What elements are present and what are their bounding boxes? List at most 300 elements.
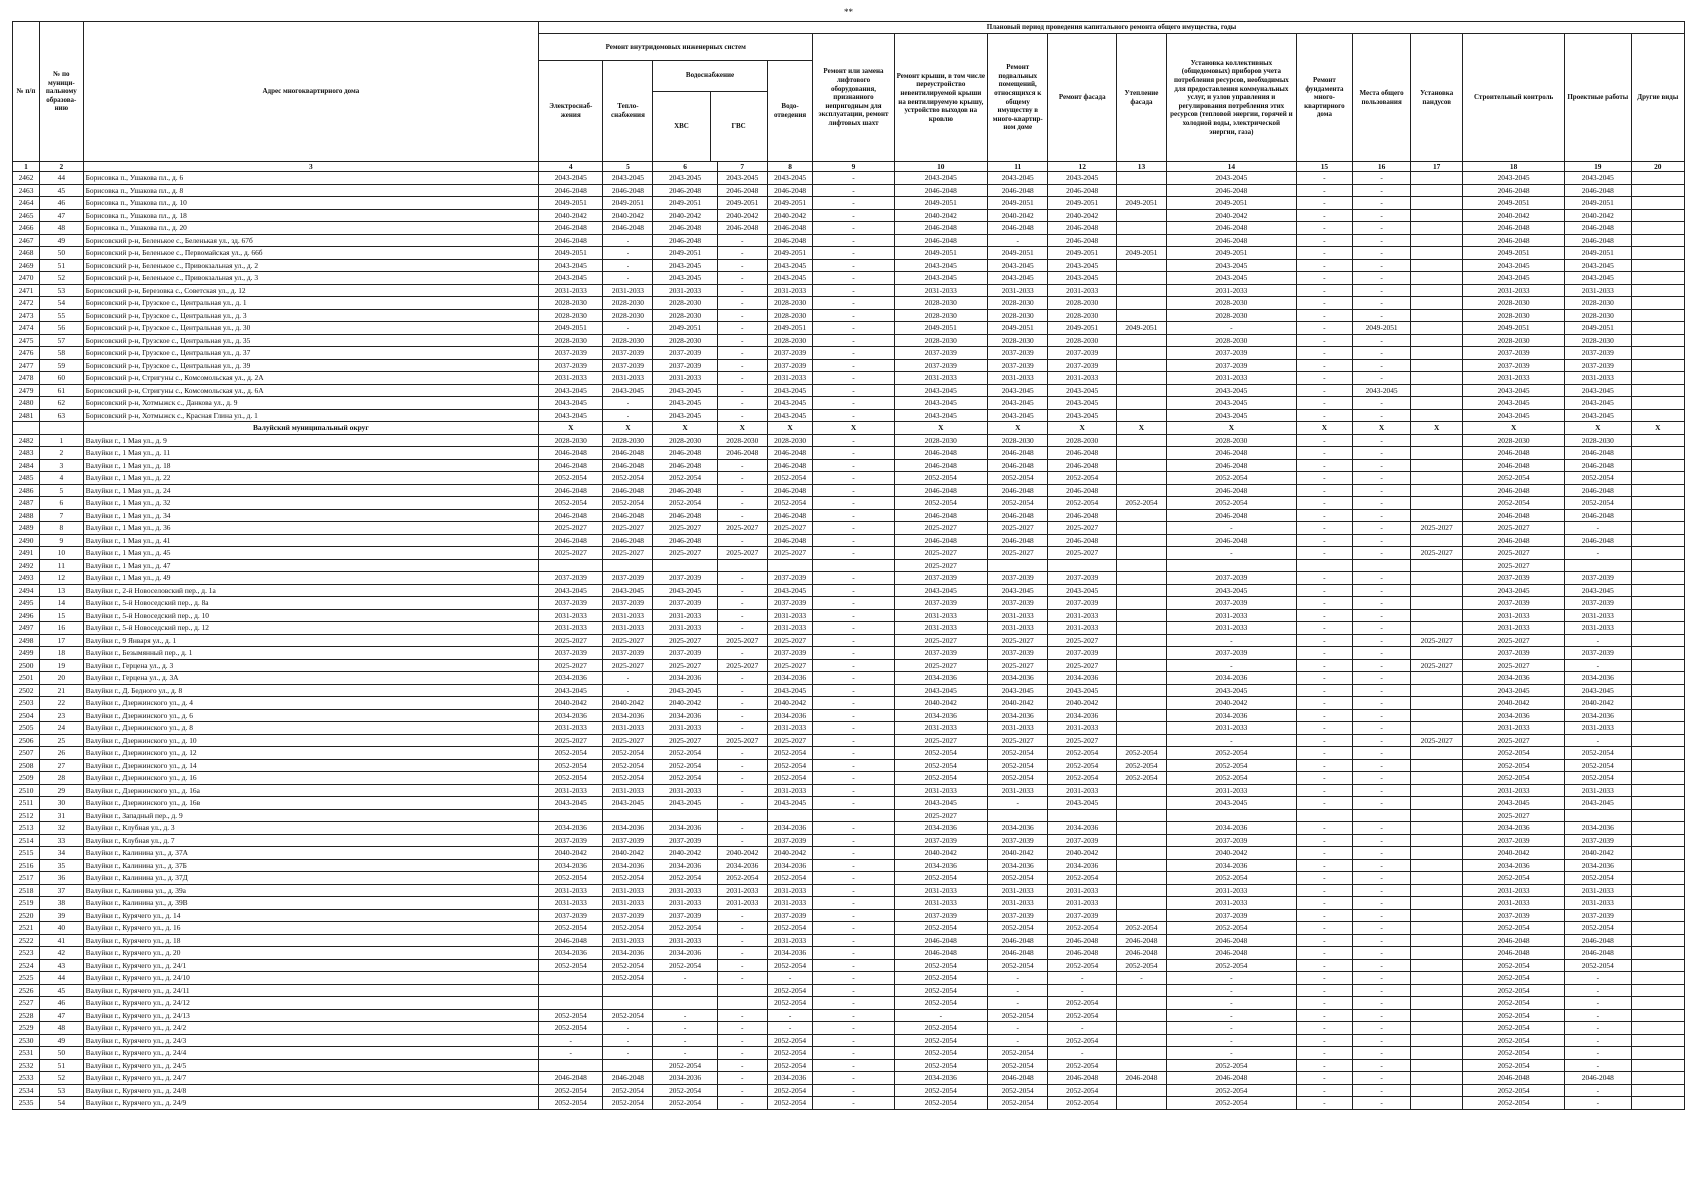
header-insulation: Утепление фасада bbox=[1117, 34, 1167, 162]
period-cell: - bbox=[813, 397, 894, 410]
period-cell: - bbox=[1296, 659, 1352, 672]
period-cell: - bbox=[813, 534, 894, 547]
table-row bbox=[13, 334, 1685, 347]
period-cell bbox=[1631, 847, 1684, 860]
row-index: 2503 bbox=[13, 697, 40, 710]
period-cell: - bbox=[1352, 472, 1410, 485]
period-cell: - bbox=[1565, 734, 1632, 747]
row-number: 26 bbox=[40, 747, 84, 760]
column-number: 17 bbox=[1411, 162, 1463, 172]
period-cell: - bbox=[813, 472, 894, 485]
row-index: 2495 bbox=[13, 597, 40, 610]
period-cell: 2052-2054 bbox=[1117, 959, 1167, 972]
column-number: 9 bbox=[813, 162, 894, 172]
section-mark: X bbox=[539, 422, 603, 435]
row-index: 2533 bbox=[13, 1072, 40, 1085]
period-cell: - bbox=[1352, 1009, 1410, 1022]
period-cell: 2052-2054 bbox=[988, 1084, 1048, 1097]
period-cell: 2034-2036 bbox=[1565, 709, 1632, 722]
column-number: 19 bbox=[1565, 162, 1632, 172]
row-index: 2506 bbox=[13, 734, 40, 747]
period-cell bbox=[1117, 722, 1167, 735]
period-cell: - bbox=[813, 547, 894, 560]
period-cell: - bbox=[1352, 584, 1410, 597]
period-cell bbox=[539, 809, 603, 822]
period-cell: - bbox=[813, 759, 894, 772]
period-cell: 2046-2048 bbox=[1463, 947, 1565, 960]
period-cell: - bbox=[813, 297, 894, 310]
row-address: Валуйки г., Курячего ул., д. 24/12 bbox=[83, 997, 538, 1010]
period-cell: 2034-2036 bbox=[1463, 672, 1565, 685]
period-cell: 2046-2048 bbox=[1463, 934, 1565, 947]
period-cell: 2034-2036 bbox=[988, 672, 1048, 685]
period-cell: 2052-2054 bbox=[767, 772, 813, 785]
period-cell: 2052-2054 bbox=[1048, 772, 1117, 785]
row-address: Валуйки г., 1 Мая ул., д. 9 bbox=[83, 434, 538, 447]
period-cell: 2052-2054 bbox=[1048, 1034, 1117, 1047]
period-cell bbox=[1631, 722, 1684, 735]
water-subheader bbox=[653, 61, 766, 161]
period-cell: - bbox=[1296, 509, 1352, 522]
period-cell bbox=[1631, 1072, 1684, 1085]
period-cell: 2031-2033 bbox=[767, 622, 813, 635]
row-index: 2532 bbox=[13, 1059, 40, 1072]
period-cell: 2052-2054 bbox=[1048, 1097, 1117, 1110]
period-cell: 2028-2030 bbox=[894, 334, 988, 347]
period-cell: - bbox=[1296, 672, 1352, 685]
period-cell: - bbox=[813, 784, 894, 797]
period-cell: 2040-2042 bbox=[1166, 697, 1296, 710]
row-address: Валуйки г., Дзержинского ул., д. 12 bbox=[83, 747, 538, 760]
period-cell: 2043-2045 bbox=[603, 797, 653, 810]
period-cell: - bbox=[1296, 434, 1352, 447]
period-cell: - bbox=[1296, 534, 1352, 547]
period-cell: 2037-2039 bbox=[1463, 834, 1565, 847]
period-cell bbox=[1411, 947, 1463, 960]
period-cell bbox=[1411, 297, 1463, 310]
row-index: 2473 bbox=[13, 309, 40, 322]
period-cell bbox=[1117, 809, 1167, 822]
period-cell: 2034-2036 bbox=[1565, 822, 1632, 835]
period-cell: - bbox=[1296, 684, 1352, 697]
period-cell: 2037-2039 bbox=[1565, 359, 1632, 372]
period-cell bbox=[1048, 559, 1117, 572]
period-cell: 2031-2033 bbox=[1166, 609, 1296, 622]
period-cell: 2046-2048 bbox=[603, 459, 653, 472]
period-cell: 2028-2030 bbox=[653, 334, 717, 347]
period-cell: 2034-2036 bbox=[603, 822, 653, 835]
period-cell: 2040-2042 bbox=[539, 697, 603, 710]
period-cell: 2034-2036 bbox=[767, 822, 813, 835]
period-cell: 2028-2030 bbox=[767, 334, 813, 347]
period-cell bbox=[1411, 372, 1463, 385]
period-cell: 2043-2045 bbox=[1463, 397, 1565, 410]
period-cell bbox=[1117, 409, 1167, 422]
period-cell: - bbox=[813, 497, 894, 510]
period-cell: 2043-2045 bbox=[1565, 409, 1632, 422]
period-cell: 2052-2054 bbox=[603, 472, 653, 485]
row-index: 2494 bbox=[13, 584, 40, 597]
period-cell bbox=[1117, 1022, 1167, 1035]
period-cell: 2052-2054 bbox=[988, 872, 1048, 885]
period-cell: 2025-2027 bbox=[1048, 522, 1117, 535]
period-cell: 2031-2033 bbox=[1463, 622, 1565, 635]
period-cell: 2043-2045 bbox=[1463, 272, 1565, 285]
period-cell: 2052-2054 bbox=[1166, 747, 1296, 760]
period-cell: 2031-2033 bbox=[539, 622, 603, 635]
period-cell: - bbox=[813, 959, 894, 972]
period-cell: - bbox=[1352, 447, 1410, 460]
period-cell: 2034-2036 bbox=[603, 859, 653, 872]
period-cell: - bbox=[717, 247, 767, 260]
period-cell: 2052-2054 bbox=[539, 922, 603, 935]
period-cell: 2046-2048 bbox=[539, 184, 603, 197]
period-cell: 2031-2033 bbox=[539, 897, 603, 910]
period-cell bbox=[813, 559, 894, 572]
period-cell: - bbox=[1296, 297, 1352, 310]
period-cell bbox=[1296, 559, 1352, 572]
period-cell bbox=[1411, 722, 1463, 735]
period-cell: - bbox=[717, 309, 767, 322]
row-address: Борисовский р-н, Стригуны с., Комсомольская ул., д. 6А bbox=[83, 384, 538, 397]
period-cell: 2031-2033 bbox=[603, 722, 653, 735]
header-roof: Ремонт крыши, в том числе переустройство невентилируемой крыши на вентилируемую крышу, устройство выходов на кровлю bbox=[894, 34, 988, 162]
period-cell: 2046-2048 bbox=[603, 184, 653, 197]
period-cell: - bbox=[813, 884, 894, 897]
period-cell bbox=[1565, 559, 1632, 572]
period-cell: - bbox=[1352, 1072, 1410, 1085]
row-number: 16 bbox=[40, 622, 84, 635]
period-cell: 2046-2048 bbox=[603, 222, 653, 235]
period-cell bbox=[1411, 1084, 1463, 1097]
table-row bbox=[13, 484, 1685, 497]
period-cell: - bbox=[1296, 484, 1352, 497]
period-cell: - bbox=[717, 384, 767, 397]
period-cell: - bbox=[813, 1059, 894, 1072]
row-number: 31 bbox=[40, 809, 84, 822]
period-cell: - bbox=[1296, 459, 1352, 472]
period-cell: 2040-2042 bbox=[603, 697, 653, 710]
period-cell bbox=[1117, 447, 1167, 460]
period-cell: 2043-2045 bbox=[894, 584, 988, 597]
period-cell: - bbox=[1166, 522, 1296, 535]
period-cell bbox=[1631, 547, 1684, 560]
row-index: 2513 bbox=[13, 822, 40, 835]
period-cell: 2046-2048 bbox=[1166, 534, 1296, 547]
period-cell bbox=[1631, 222, 1684, 235]
period-cell: 2043-2045 bbox=[767, 584, 813, 597]
period-cell bbox=[1411, 884, 1463, 897]
period-cell: 2052-2054 bbox=[1166, 1097, 1296, 1110]
row-address: Валуйки г., Клубная ул., д. 7 bbox=[83, 834, 538, 847]
period-cell bbox=[1631, 509, 1684, 522]
period-cell: 2049-2051 bbox=[767, 247, 813, 260]
period-cell: - bbox=[813, 1034, 894, 1047]
period-cell: 2049-2051 bbox=[1117, 197, 1167, 210]
period-cell: - bbox=[1296, 372, 1352, 385]
row-index: 2498 bbox=[13, 634, 40, 647]
period-cell: - bbox=[1565, 1059, 1632, 1072]
period-cell: 2046-2048 bbox=[539, 222, 603, 235]
section-mark: X bbox=[1631, 422, 1684, 435]
period-cell: 2043-2045 bbox=[1166, 797, 1296, 810]
row-number: 48 bbox=[40, 1022, 84, 1035]
section-mark: X bbox=[1296, 422, 1352, 435]
period-cell: 2049-2051 bbox=[1048, 247, 1117, 260]
table-row bbox=[13, 722, 1685, 735]
row-address: Валуйки г., 1 Мая ул., д. 24 bbox=[83, 484, 538, 497]
period-cell: 2043-2045 bbox=[539, 397, 603, 410]
period-cell: 2052-2054 bbox=[1117, 922, 1167, 935]
period-cell: 2037-2039 bbox=[1166, 359, 1296, 372]
period-cell: 2025-2027 bbox=[767, 634, 813, 647]
period-cell bbox=[1117, 609, 1167, 622]
period-cell: - bbox=[1296, 234, 1352, 247]
row-address: Валуйки г., Д. Бедного ул., д. 8 bbox=[83, 684, 538, 697]
period-cell: 2028-2030 bbox=[1048, 297, 1117, 310]
period-cell: - bbox=[717, 397, 767, 410]
period-cell: 2034-2036 bbox=[988, 822, 1048, 835]
period-cell: 2052-2054 bbox=[717, 872, 767, 885]
period-cell: - bbox=[1296, 847, 1352, 860]
period-cell: 2031-2033 bbox=[1565, 722, 1632, 735]
section-mark: X bbox=[1565, 422, 1632, 435]
table-row bbox=[13, 247, 1685, 260]
period-cell: 2046-2048 bbox=[539, 234, 603, 247]
row-address: Валуйки г., 5-й Новоседский пер., д. 12 bbox=[83, 622, 538, 635]
period-cell bbox=[1117, 347, 1167, 360]
period-cell: 2049-2051 bbox=[1117, 322, 1167, 335]
period-cell: - bbox=[1352, 634, 1410, 647]
period-cell bbox=[1411, 859, 1463, 872]
period-cell: 2046-2048 bbox=[1048, 509, 1117, 522]
table-row bbox=[13, 697, 1685, 710]
period-cell: 2052-2054 bbox=[1166, 497, 1296, 510]
period-cell: - bbox=[1352, 834, 1410, 847]
period-cell: 2049-2051 bbox=[1048, 322, 1117, 335]
period-cell: 2031-2033 bbox=[1463, 372, 1565, 385]
table-row bbox=[13, 922, 1685, 935]
row-address: Валуйки г., Курячего ул., д. 24/8 bbox=[83, 1084, 538, 1097]
period-cell bbox=[1411, 397, 1463, 410]
period-cell: 2031-2033 bbox=[894, 884, 988, 897]
period-cell: 2037-2039 bbox=[894, 597, 988, 610]
period-cell: 2052-2054 bbox=[1048, 997, 1117, 1010]
period-cell bbox=[1631, 322, 1684, 335]
period-cell: 2040-2042 bbox=[653, 697, 717, 710]
period-cell: 2043-2045 bbox=[894, 172, 988, 185]
row-index: 2530 bbox=[13, 1034, 40, 1047]
period-cell: 2043-2045 bbox=[653, 684, 717, 697]
period-cell: - bbox=[1352, 697, 1410, 710]
period-cell: 2025-2027 bbox=[1463, 659, 1565, 672]
period-cell: 2052-2054 bbox=[539, 1084, 603, 1097]
period-cell: 2046-2048 bbox=[1463, 509, 1565, 522]
row-number: 57 bbox=[40, 334, 84, 347]
period-cell bbox=[539, 1059, 603, 1072]
period-cell: 2046-2048 bbox=[603, 1072, 653, 1085]
period-cell: 2043-2045 bbox=[653, 272, 717, 285]
period-cell: - bbox=[1565, 522, 1632, 535]
period-cell: - bbox=[1296, 959, 1352, 972]
period-cell: 2040-2042 bbox=[1048, 847, 1117, 860]
period-cell: 2052-2054 bbox=[1048, 1084, 1117, 1097]
row-address: Валуйки г., 1 Мая ул., д. 36 bbox=[83, 522, 538, 535]
column-number-row bbox=[13, 162, 1685, 172]
period-cell bbox=[1411, 909, 1463, 922]
table-row bbox=[13, 172, 1685, 185]
header-group-main: Плановый период проведения капитального ремонта общего имущества, годы bbox=[539, 22, 1685, 34]
period-cell: - bbox=[988, 234, 1048, 247]
period-cell: 2049-2051 bbox=[1463, 247, 1565, 260]
period-cell: 2052-2054 bbox=[653, 872, 717, 885]
period-cell: - bbox=[1352, 484, 1410, 497]
period-cell: 2037-2039 bbox=[767, 359, 813, 372]
section-title: Валуйский муниципальный округ bbox=[83, 422, 538, 435]
period-cell: 2052-2054 bbox=[1166, 772, 1296, 785]
period-cell: 2040-2042 bbox=[717, 209, 767, 222]
period-cell: - bbox=[717, 497, 767, 510]
period-cell: 2028-2030 bbox=[539, 434, 603, 447]
row-number: 32 bbox=[40, 822, 84, 835]
period-cell: 2043-2045 bbox=[767, 397, 813, 410]
period-cell: - bbox=[988, 1034, 1048, 1047]
period-cell: 2028-2030 bbox=[1565, 309, 1632, 322]
period-cell: 2037-2039 bbox=[603, 572, 653, 585]
period-cell: 2025-2027 bbox=[539, 734, 603, 747]
period-cell: 2037-2039 bbox=[988, 347, 1048, 360]
period-cell: - bbox=[813, 609, 894, 622]
period-cell bbox=[603, 809, 653, 822]
period-cell: 2046-2048 bbox=[1117, 1072, 1167, 1085]
period-cell: - bbox=[1296, 309, 1352, 322]
period-cell: 2046-2048 bbox=[894, 934, 988, 947]
period-cell: 2043-2045 bbox=[1048, 684, 1117, 697]
period-cell bbox=[1631, 1022, 1684, 1035]
period-cell bbox=[1631, 934, 1684, 947]
period-cell: - bbox=[813, 434, 894, 447]
period-cell: - bbox=[717, 1072, 767, 1085]
period-cell: - bbox=[813, 1022, 894, 1035]
row-index: 2501 bbox=[13, 672, 40, 685]
period-cell: 2025-2027 bbox=[767, 522, 813, 535]
period-cell: - bbox=[717, 334, 767, 347]
row-address: Борисовский р-н, Беленькое с., Привокзальная ул., д. 3 bbox=[83, 272, 538, 285]
period-cell bbox=[1166, 559, 1296, 572]
period-cell: - bbox=[1352, 997, 1410, 1010]
period-cell: 2046-2048 bbox=[894, 459, 988, 472]
period-cell: 2031-2033 bbox=[1463, 784, 1565, 797]
period-cell bbox=[539, 972, 603, 985]
period-cell: 2043-2045 bbox=[1463, 797, 1565, 810]
period-cell: 2031-2033 bbox=[1048, 722, 1117, 735]
row-number: 50 bbox=[40, 1047, 84, 1060]
row-address: Валуйки г., Курячего ул., д. 24/2 bbox=[83, 1022, 538, 1035]
period-cell: 2046-2048 bbox=[653, 459, 717, 472]
period-cell: - bbox=[1296, 284, 1352, 297]
period-cell: - bbox=[1352, 372, 1410, 385]
period-cell: - bbox=[717, 722, 767, 735]
period-cell: - bbox=[1352, 909, 1410, 922]
row-number: 49 bbox=[40, 234, 84, 247]
row-address: Валуйки г., Калинина ул., д. 37Д bbox=[83, 872, 538, 885]
period-cell: 2046-2048 bbox=[1048, 447, 1117, 460]
row-index: 2523 bbox=[13, 947, 40, 960]
period-cell: - bbox=[1296, 1047, 1352, 1060]
period-cell: 2037-2039 bbox=[539, 347, 603, 360]
row-address: Валуйки г., 1 Мая ул., д. 45 bbox=[83, 547, 538, 560]
period-cell: - bbox=[1352, 772, 1410, 785]
period-cell: - bbox=[813, 597, 894, 610]
period-cell: 2028-2030 bbox=[767, 434, 813, 447]
period-cell: 2034-2036 bbox=[603, 947, 653, 960]
period-cell: 2043-2045 bbox=[603, 172, 653, 185]
period-cell bbox=[1631, 309, 1684, 322]
section-mark: X bbox=[988, 422, 1048, 435]
period-cell: 2052-2054 bbox=[1463, 1097, 1565, 1110]
period-cell bbox=[1411, 272, 1463, 285]
table-row bbox=[13, 597, 1685, 610]
period-cell: - bbox=[603, 1047, 653, 1060]
period-cell bbox=[1631, 272, 1684, 285]
period-cell: - bbox=[813, 359, 894, 372]
period-cell: - bbox=[1296, 622, 1352, 635]
period-cell bbox=[1411, 384, 1463, 397]
row-address: Валуйки г., 1 Мая ул., д. 22 bbox=[83, 472, 538, 485]
period-cell: 2031-2033 bbox=[894, 897, 988, 910]
row-index: 2486 bbox=[13, 484, 40, 497]
period-cell bbox=[1631, 822, 1684, 835]
period-cell: 2043-2045 bbox=[1166, 384, 1296, 397]
period-cell: - bbox=[1296, 897, 1352, 910]
period-cell: 2046-2048 bbox=[1117, 947, 1167, 960]
period-cell: 2031-2033 bbox=[767, 897, 813, 910]
period-cell: - bbox=[717, 1059, 767, 1072]
period-cell: 2025-2027 bbox=[1411, 547, 1463, 560]
period-cell: 2031-2033 bbox=[539, 722, 603, 735]
period-cell bbox=[1117, 222, 1167, 235]
table-row bbox=[13, 584, 1685, 597]
period-cell: - bbox=[1565, 659, 1632, 672]
period-cell: - bbox=[1352, 184, 1410, 197]
period-cell: - bbox=[813, 484, 894, 497]
period-cell: - bbox=[1296, 1022, 1352, 1035]
period-cell: 2046-2048 bbox=[1166, 934, 1296, 947]
row-number: 42 bbox=[40, 947, 84, 960]
table-row bbox=[13, 822, 1685, 835]
period-cell bbox=[1411, 559, 1463, 572]
period-cell: 2037-2039 bbox=[767, 347, 813, 360]
period-cell: 2043-2045 bbox=[1565, 684, 1632, 697]
section-blank bbox=[13, 422, 40, 435]
table-row bbox=[13, 259, 1685, 272]
table-row bbox=[13, 322, 1685, 335]
period-cell: 2046-2048 bbox=[988, 184, 1048, 197]
period-cell: 2043-2045 bbox=[988, 384, 1048, 397]
period-cell: 2040-2042 bbox=[1463, 209, 1565, 222]
period-cell: - bbox=[1296, 384, 1352, 397]
period-cell: - bbox=[1352, 347, 1410, 360]
period-cell: 2031-2033 bbox=[1166, 284, 1296, 297]
row-number: 47 bbox=[40, 209, 84, 222]
row-number: 46 bbox=[40, 997, 84, 1010]
period-cell: - bbox=[717, 784, 767, 797]
period-cell: 2052-2054 bbox=[1463, 959, 1565, 972]
table-row bbox=[13, 772, 1685, 785]
period-cell: 2049-2051 bbox=[1166, 247, 1296, 260]
period-cell: 2043-2045 bbox=[988, 584, 1048, 597]
period-cell: 2052-2054 bbox=[603, 747, 653, 760]
